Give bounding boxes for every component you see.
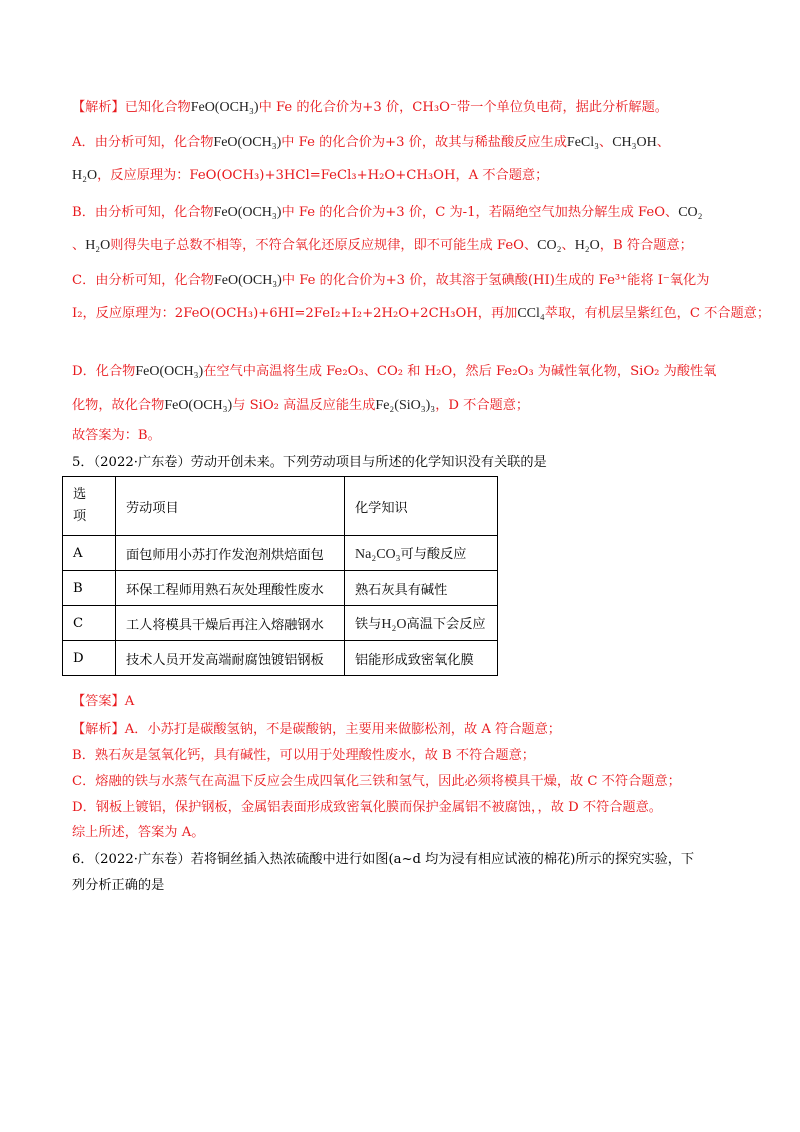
labor-project: 技术人员开发高端耐腐蚀镀铝钢板	[116, 641, 345, 676]
formula: FeO(OCH₃)	[135, 364, 204, 379]
table-header-row	[63, 477, 498, 536]
q5-options-table	[62, 476, 498, 676]
formula: Na₂CO₃	[355, 547, 401, 562]
q4-option-a-line-2: H₂O，反应原理为：FeO(OCH₃)+3HCl=FeCl₃+H₂O+CH₃OH，A 不合题意；	[72, 168, 549, 183]
q4-option-d-line-2: 化物，故化合物FeO(OCH₃)与 SiO₂ 高温反应能生成Fe₂(SiO₃)₃，D 不合题意；	[72, 398, 530, 413]
labor-project: 面包师用小苏打作发泡剂烘焙面包	[116, 536, 345, 571]
formula: H₂O	[381, 617, 407, 632]
q4-option-b-line-2: 、H₂O则得失电子总数不相等，不符合氧化还原反应规律，即不可能生成 FeO、CO₂、H₂O，B 符合题意；	[72, 238, 693, 253]
formula: H₂O	[85, 238, 111, 253]
q4-option-d-line-1: D．化合物FeO(OCH₃)在空气中高温将生成 Fe₂O₃、CO₂ 和 H₂O，然后 Fe₂O₃ 为碱性氧化物，SiO₂ 为酸性氧	[72, 364, 717, 379]
formula: H₂O	[72, 168, 98, 183]
formula: CH₃OH	[612, 135, 657, 150]
q4-analysis-line-1: 【解析】已知化合物FeO(OCH₃)中 Fe 的化合价为+3 价，CH₃O⁻带一个单位负电荷，据此分析解题。	[72, 100, 668, 115]
option-label: D	[63, 641, 116, 676]
formula: H₂O	[574, 238, 600, 253]
q6-question-stem-line-2: 列分析正确的是	[72, 878, 165, 893]
q5-analysis-line-1: 【解析】A．小苏打是碳酸氢钠，不是碳酸钠，主要用来做膨松剂，故 A 符合题意；	[72, 722, 561, 737]
q4-option-a-line-1: A．由分析可知，化合物FeO(OCH₃)中 Fe 的化合价为+3 价，故其与稀盐酸反应生成FeCl₃、CH₃OH、	[72, 135, 670, 150]
chem-knowledge: 铝能形成致密氧化膜	[345, 641, 498, 676]
formula: FeO(OCH₃)	[164, 398, 233, 413]
table-row	[63, 571, 498, 606]
chem-knowledge: Na₂CO₃可与酸反应	[345, 536, 498, 571]
table-row	[63, 606, 498, 641]
q5-analysis-line-4: D．钢板上镀铝，保护钢板，金属铝表面形成致密氧化膜而保护金属铝不被腐蚀，，故 D 不符合题意。	[72, 800, 662, 815]
option-label: A	[63, 536, 116, 571]
formula: Fe₂(SiO₃)₃	[375, 398, 436, 413]
q5-question-stem: 5．（2022·广东卷）劳动开创未来。下列劳动项目与所述的化学知识没有关联的是	[72, 455, 547, 470]
option-label: C	[63, 606, 116, 641]
header-option-char: 项	[73, 509, 87, 524]
formula: CO₂	[537, 238, 562, 253]
option-label: B	[63, 571, 116, 606]
q4-option-c-line-2: I₂，反应原理为：2FeO(OCH₃)+6HI=2FeI₂+I₂+2H₂O+2CH₃OH，再加CCl₄萃取，有机层呈紫红色，C 不合题意；	[72, 306, 771, 321]
q5-analysis-line-3: C．熔融的铁与水蒸气在高温下反应会生成四氧化三铁和氢气，因此必须将模具干燥，故 C 不符合题意；	[72, 774, 681, 789]
formula: CO₂	[678, 205, 703, 220]
q6-question-stem-line-1: 6．（2022·广东卷）若将铜丝插入热浓硫酸中进行如图(a~d 均为浸有相应试液的棉花)所示的探究实验，下	[72, 852, 695, 867]
chem-knowledge: 熟石灰具有碱性	[345, 571, 498, 606]
q5-answer: 【答案】A	[72, 694, 135, 709]
formula: CCl₄	[517, 306, 545, 321]
table-row	[63, 536, 498, 571]
formula: FeO(OCH₃)	[213, 273, 282, 288]
formula: FeCl₃	[566, 135, 600, 150]
header-option	[63, 477, 116, 536]
q4-conclusion: 故答案为：B。	[72, 428, 161, 443]
labor-project: 工人将模具干燥后再注入熔融钢水	[116, 606, 345, 641]
q5-analysis-line-2: B．熟石灰是氢氧化钙，具有碱性，可以用于处理酸性废水，故 B 不符合题意；	[72, 748, 535, 763]
formula: FeO(OCH₃)	[213, 205, 282, 220]
formula: FeO(OCH₃)	[190, 100, 259, 115]
q5-analysis-line-5: 综上所述，答案为 A。	[72, 825, 205, 840]
header-knowledge: 化学知识	[345, 477, 498, 536]
chem-knowledge: 铁与H₂O高温下会反应	[345, 606, 498, 641]
labor-project: 环保工程师用熟石灰处理酸性废水	[116, 571, 345, 606]
formula: FeO(OCH₃)	[213, 135, 282, 150]
table-row	[63, 641, 498, 676]
header-project: 劳动项目	[116, 477, 345, 536]
q4-option-c-line-1: C．由分析可知，化合物FeO(OCH₃)中 Fe 的化合价为+3 价，故其溶于氢碘酸(HI)生成的 Fe³⁺能将 I⁻氧化为	[72, 273, 710, 288]
q4-option-b-line-1: B．由分析可知，化合物FeO(OCH₃)中 Fe 的化合价为+3 价，C 为-1，若隔绝空气加热分解生成 FeO、CO₂	[72, 205, 703, 220]
header-option-char: 选	[73, 487, 87, 502]
